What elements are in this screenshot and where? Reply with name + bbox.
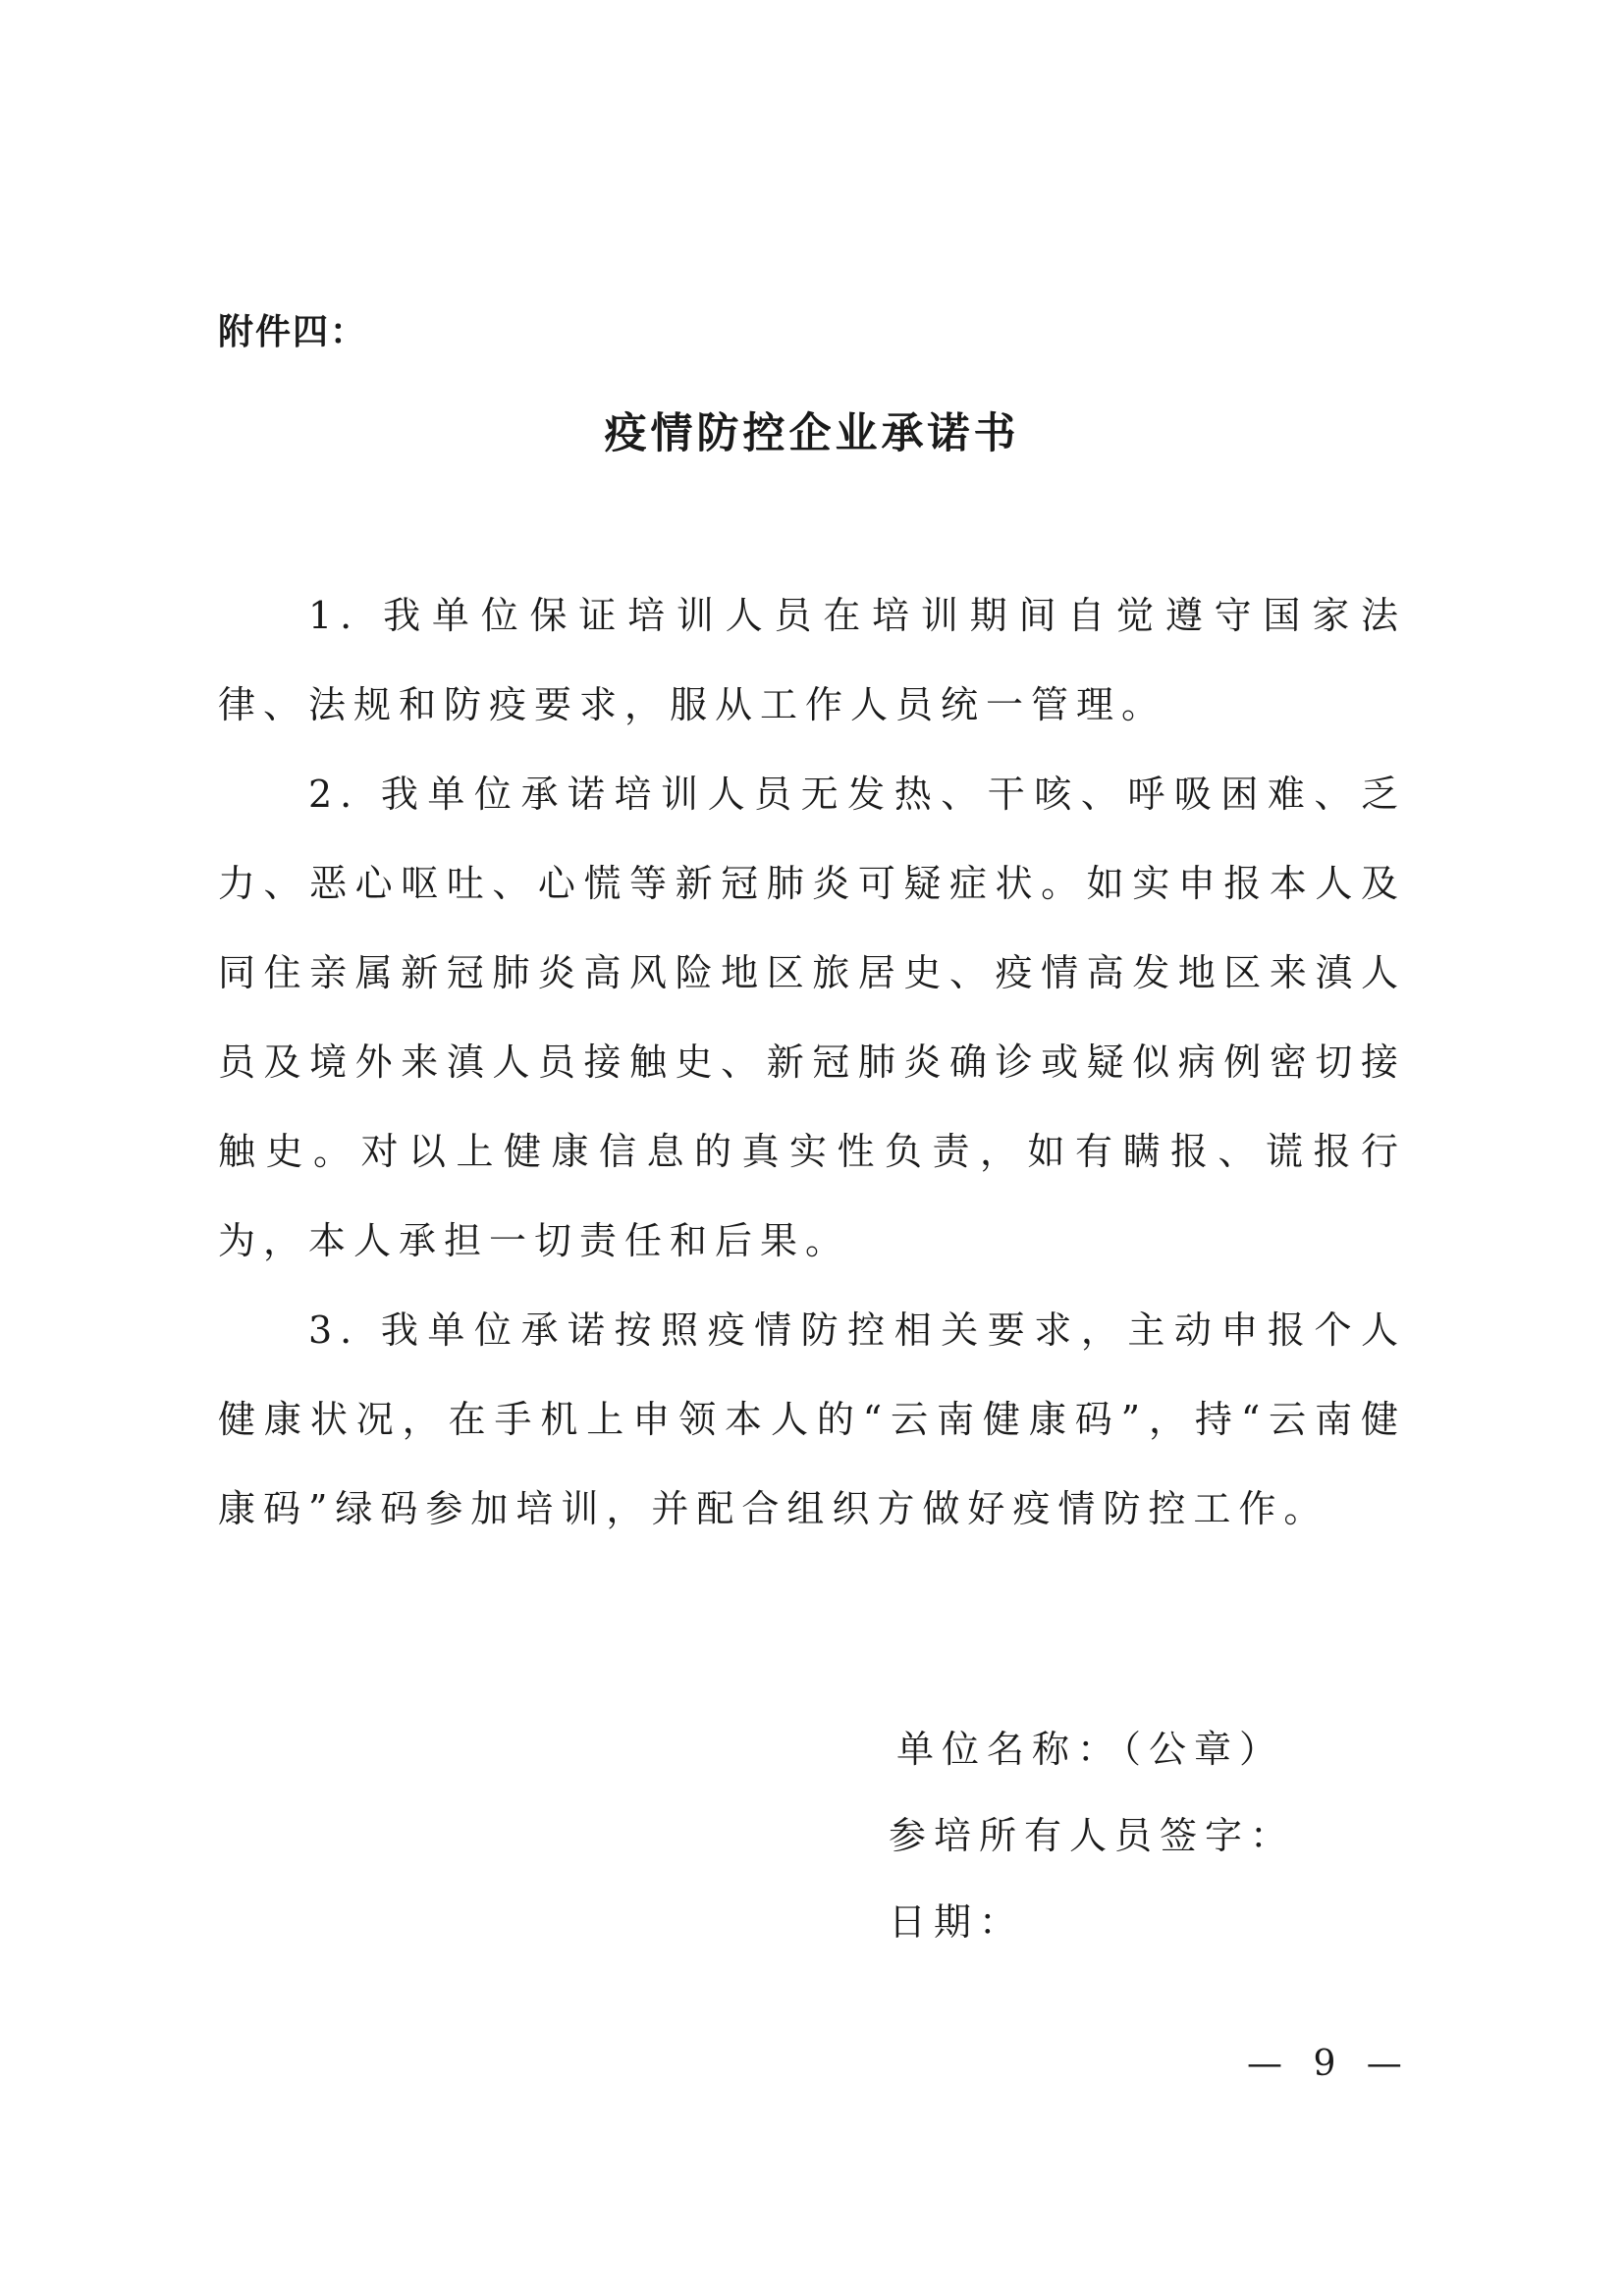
signature-block	[889, 1706, 1295, 1965]
commitment-paragraph-2: 2. 我单位承诺培训人员无发热、干咳、呼吸困难、乏力、恶心呕吐、心慌等新冠肺炎可疑症状。如实申报本人及同住亲属新冠肺炎高风险地区旅居史、疫情高发地区来滇人员及境外来滇人员接触史、新冠肺炎确诊或疑似病例密切接触史。对以上健康信息的真实性负责，如有瞒报、谎报行为，本人承担一切责任和后果。	[218, 773, 1406, 1262]
attachment-label: 附件四：	[218, 312, 368, 352]
unit-name-line: 单位名称：（公章）	[896, 1728, 1285, 1771]
participants-signature-line: 参培所有人员签字：	[889, 1814, 1296, 1857]
date-line: 日期：	[889, 1900, 1025, 1944]
commitment-paragraph-1: 1. 我单位保证培训人员在培训期间自觉遵守国家法律、法规和防疫要求，服从工作人员统一管理。	[218, 594, 1406, 726]
commitment-paragraph-3: 3. 我单位承诺按照疫情防控相关要求，主动申报个人健康状况，在手机上申领本人的“云南健康码”，持“云南健康码”绿码参加培训，并配合组织方做好疫情防控工作。	[218, 1308, 1406, 1530]
document-title: 疫情防控企业承诺书	[604, 409, 1020, 458]
commitment-body	[218, 571, 1406, 1554]
page-number: — 9 —	[1247, 2044, 1412, 2084]
